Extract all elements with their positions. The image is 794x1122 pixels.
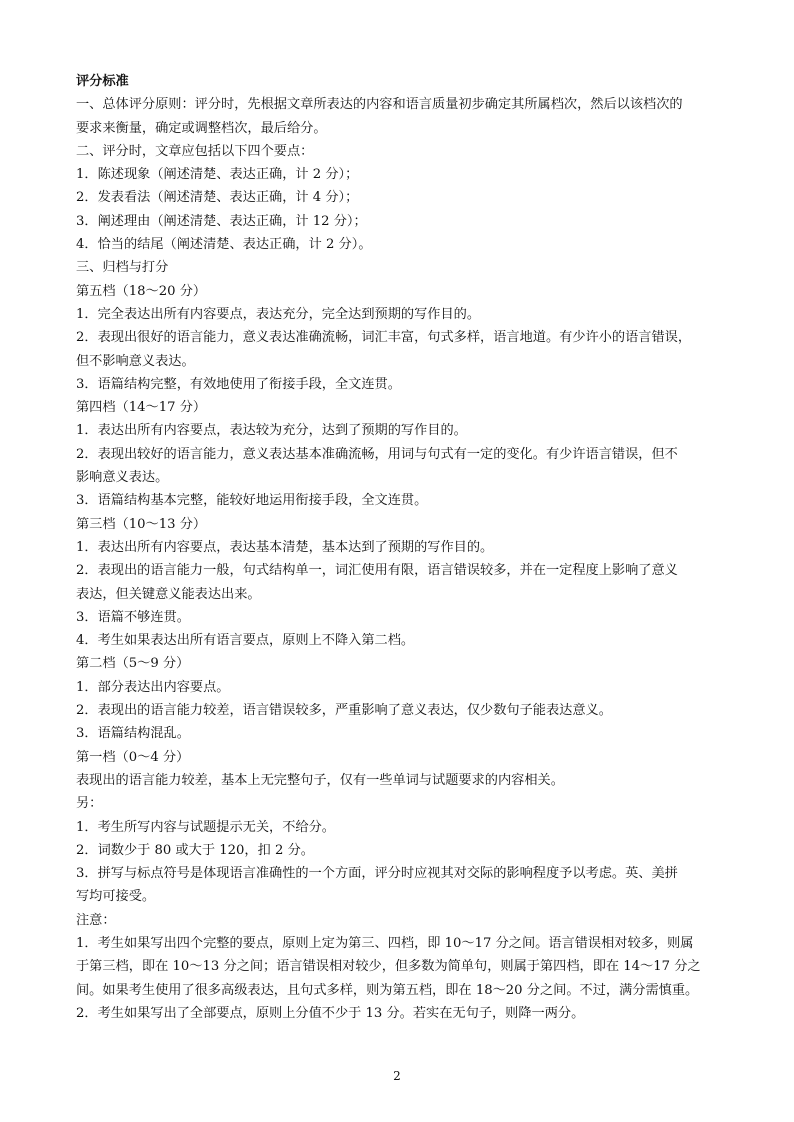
text-line: 二、评分时，文章应包括以下四个要点： xyxy=(76,143,314,159)
text-line: 3．语篇结构完整，有效地使用了衔接手段，全文连贯。 xyxy=(76,376,401,392)
text-line: 4．考生如果表达出所有语言要点，原则上不降入第二档。 xyxy=(76,633,415,649)
text-line: 但不影响意义表达。 xyxy=(76,353,195,369)
text-line: 1．陈述现象（阐述清楚、表达正确，计 2 分）； xyxy=(76,167,359,183)
text-line: 第二档（5～9 分） xyxy=(76,656,190,672)
text-line: 三、归档与打分 xyxy=(76,260,169,276)
page-number: 2 xyxy=(393,1069,401,1083)
text-line: 另： xyxy=(76,796,103,812)
text-line: 第四档（14～17 分） xyxy=(76,400,207,416)
text-line: 3．语篇不够连贯。 xyxy=(76,609,190,625)
text-line: 1．部分表达出内容要点。 xyxy=(76,679,230,695)
document-title: 评分标准 xyxy=(76,74,129,89)
text-line: 表达，但关键意义能表达出来。 xyxy=(76,586,261,602)
text-line: 第一档（0～4 分） xyxy=(76,749,190,765)
text-line: 3．语篇结构基本完整，能较好地运用衔接手段，全文连贯。 xyxy=(76,493,428,509)
document-body xyxy=(76,70,724,1025)
text-line: 2．词数少于 80 或大于 120，扣 2 分。 xyxy=(76,842,314,858)
text-line: 2．表现出的语言能力较差，语言错误较多，严重影响了意义表达，仅少数句子能表达意义。 xyxy=(76,703,612,719)
text-line: 3．语篇结构混乱。 xyxy=(76,726,190,742)
text-line: 1．考生所写内容与试题提示无关，不给分。 xyxy=(76,819,335,835)
text-line: 2．表现出较好的语言能力，意义表达基本准确流畅，用词与句式有一定的变化。有少许语言错误，但不 xyxy=(76,446,678,462)
text-line: 间。如果考生使用了很多高级表达，且句式多样，则为第五档，即在 18～20 分之间。不过，满分需慎重。 xyxy=(76,982,699,998)
text-line: 第三档（10～13 分） xyxy=(76,516,207,532)
text-line: 一、总体评分原则：评分时，先根据文章所表达的内容和语言质量初步确定其所属档次，然后以该档次的 xyxy=(76,97,683,113)
text-line: 写均可接受。 xyxy=(76,889,156,905)
text-line: 注意： xyxy=(76,912,116,928)
text-line: 1．考生如果写出四个完整的要点，原则上定为第三、四档，即 10～17 分之间。语言错误相对较多，则属 xyxy=(76,935,694,951)
text-line: 2．考生如果写出了全部要点，原则上分值不少于 13 分。若实在无句子，则降一两分。 xyxy=(76,1005,585,1021)
text-line: 3．阐述理由（阐述清楚、表达正确，计 12 分）； xyxy=(76,213,367,229)
text-line: 1．完全表达出所有内容要点，表达充分，完全达到预期的写作目的。 xyxy=(76,306,481,322)
text-line: 表现出的语言能力较差，基本上无完整句子，仅有一些单词与试题要求的内容相关。 xyxy=(76,772,564,788)
text-line: 4．恰当的结尾（阐述清楚、表达正确，计 2 分）。 xyxy=(76,237,372,253)
text-line: 3．拼写与标点符号是体现语言准确性的一个方面，评分时应视其对交际的影响程度予以考虑。英、美拼 xyxy=(76,866,678,882)
text-line: 于第三档，即在 10～13 分之间；语言错误相对较少，但多数为简单句，则属于第四档，即在 14～17 分之 xyxy=(76,959,701,975)
text-line: 第五档（18～20 分） xyxy=(76,283,207,299)
text-line: 1．表达出所有内容要点，表达基本清楚，基本达到了预期的写作目的。 xyxy=(76,539,494,555)
text-line: 要求来衡量，确定或调整档次，最后给分。 xyxy=(76,120,327,136)
text-line: 1．表达出所有内容要点，表达较为充分，达到了预期的写作目的。 xyxy=(76,423,467,439)
text-line: 2．表现出的语言能力一般，句式结构单一，词汇使用有限，语言错误较多，并在一定程度上影响了意义 xyxy=(76,563,678,579)
text-line: 影响意义表达。 xyxy=(76,470,169,486)
text-line: 2．表现出很好的语言能力，意义表达准确流畅，词汇丰富，句式多样，语言地道。有少许小的语言错误， xyxy=(76,330,692,346)
text-line: 2．发表看法（阐述清楚、表达正确，计 4 分）； xyxy=(76,190,359,206)
